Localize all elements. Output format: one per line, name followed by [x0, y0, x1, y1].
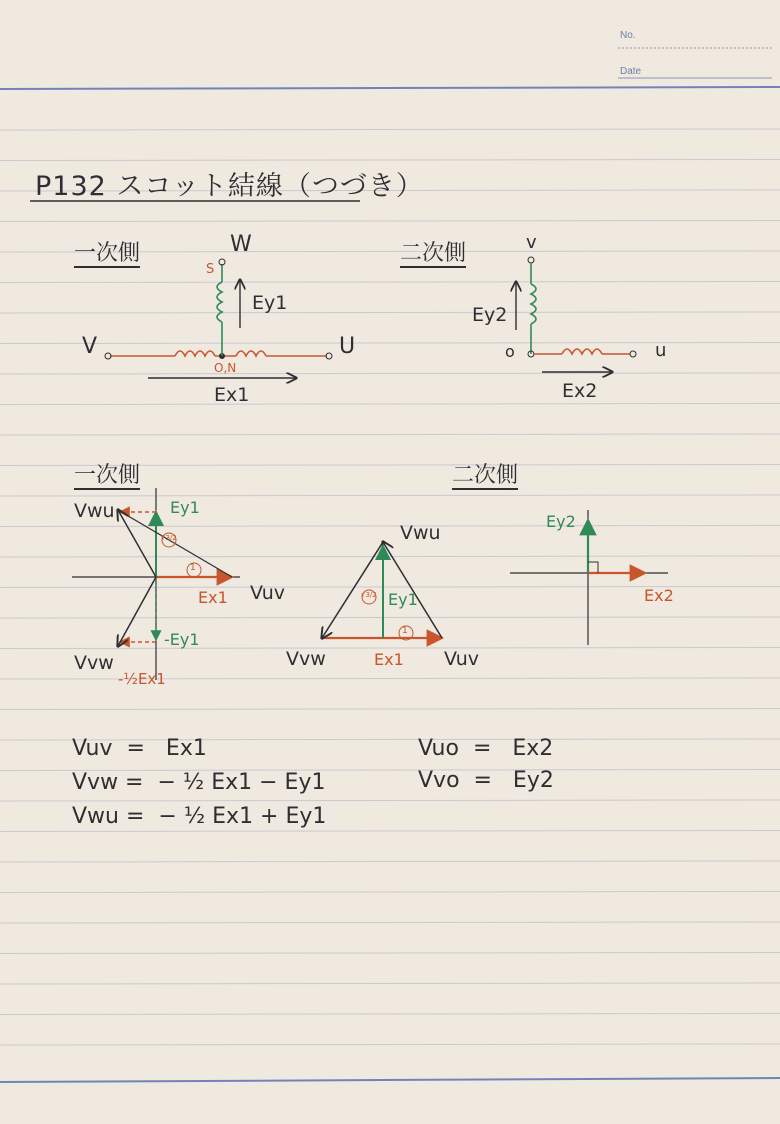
- section-top-primary: 一次側: [74, 241, 141, 266]
- neg-ey1-label: -Ey1: [164, 630, 200, 649]
- equation-vuo: Vuo = Ex2: [418, 736, 554, 761]
- terminal-u-secondary-label: u: [655, 340, 667, 361]
- terminal-u-label: U: [339, 334, 356, 359]
- vvw-label: Vvw: [74, 652, 114, 674]
- ey2-label: Ey2: [472, 304, 508, 326]
- page-title: P132 スコット結線（つづき）: [35, 171, 424, 202]
- no-label: No.: [620, 30, 636, 41]
- phasor-triangle: [322, 542, 442, 640]
- equation-vvo: Vvo = Ey2: [418, 768, 554, 793]
- equation-vvw: Vvw = − ½ Ex1 − Ey1: [72, 770, 326, 795]
- point-s-label: S: [206, 262, 215, 277]
- terminal-v-label: V: [82, 334, 98, 359]
- ex2-label: Ex2: [562, 380, 598, 402]
- ey1-label: Ey1: [252, 292, 288, 314]
- terminal-w-label: W: [230, 232, 252, 257]
- mark-1-label: 1: [190, 563, 196, 573]
- ex1-label: Ex1: [214, 384, 250, 406]
- half-ex1-label: -½Ex1: [118, 670, 166, 688]
- equation-vuv: Vuv = Ex1: [72, 736, 207, 761]
- phasor-secondary: [510, 510, 668, 645]
- triangle-ey1-label: Ey1: [388, 590, 418, 609]
- date-label: Date: [620, 66, 642, 77]
- mark-sqrt3-label: √3/2: [161, 534, 177, 542]
- ey1-phasor-label: Ey1: [170, 498, 200, 517]
- ey2-phasor-label: Ey2: [546, 512, 576, 531]
- point-on-label: O,N: [214, 361, 237, 375]
- vwu-label: Vwu: [74, 500, 115, 522]
- section-phasor-secondary: 二次側: [452, 463, 519, 488]
- ex1-phasor-label: Ex1: [198, 588, 228, 607]
- vuv-label: Vuv: [250, 582, 285, 604]
- section-phasor-primary: 一次側: [74, 463, 141, 488]
- triangle-vvw-label: Vvw: [286, 648, 326, 670]
- section-top-secondary: 二次側: [400, 241, 467, 266]
- triangle-mark-1-label: 1: [402, 626, 408, 636]
- circuit-secondary: [516, 257, 636, 372]
- ex2-phasor-label: Ex2: [644, 586, 674, 605]
- triangle-ex1-label: Ex1: [374, 650, 404, 669]
- triangle-mark-sqrt3-label: √3/2: [361, 591, 377, 599]
- triangle-vwu-label: Vwu: [400, 522, 441, 544]
- point-o-label: o: [505, 342, 515, 361]
- triangle-vuv-label: Vuv: [444, 648, 479, 670]
- terminal-v-secondary-label: v: [526, 232, 537, 253]
- equation-vwu: Vwu = − ½ Ex1 + Ey1: [72, 804, 327, 829]
